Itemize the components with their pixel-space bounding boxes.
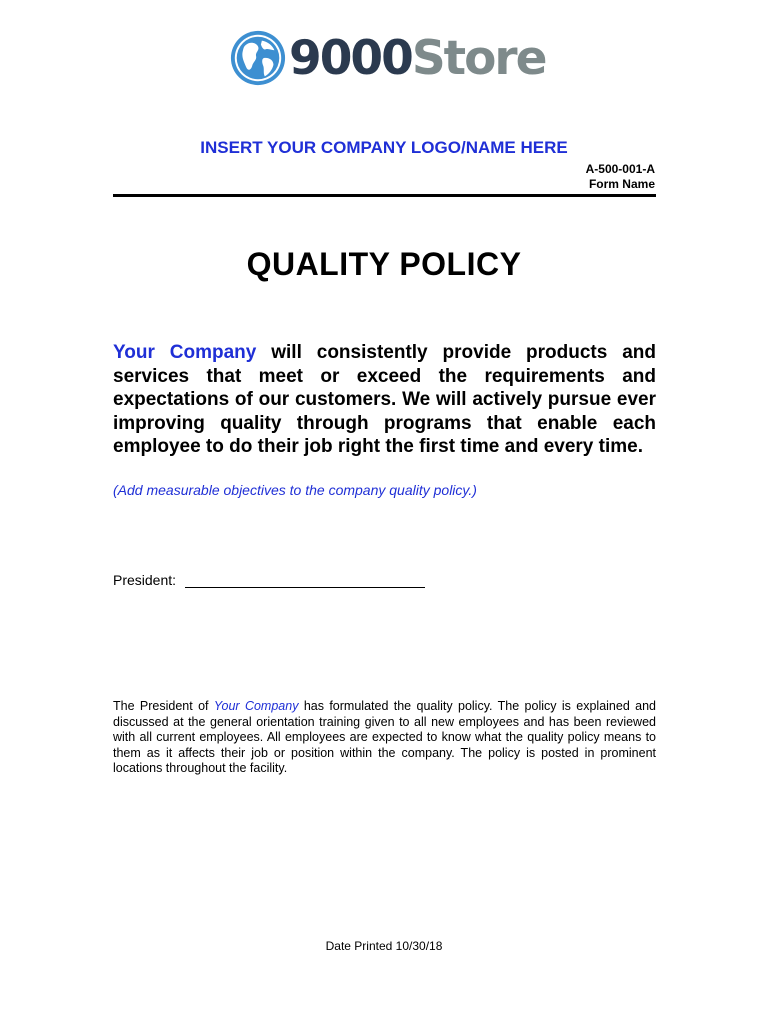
date-printed: Date Printed 10/30/18	[325, 939, 443, 953]
signature-label: President:	[113, 572, 177, 588]
policy-text: will consistently provide products and services that meet or exceed the requirements and expectations of our customers. We will actively pursue ever improving quality through programs that enable each employee to do their job right the first time and every time.	[113, 342, 656, 457]
form-meta	[586, 162, 655, 192]
header-divider	[113, 194, 656, 197]
document-title: QUALITY POLICY	[246, 246, 522, 282]
explanation-after: has formulated the quality policy. The policy is explained and discussed at the general orientation training given to all new employees and has been reviewed with all current employees. All employees are expected to know what the quality policy means to them as it affects their job or position within the company. The policy is posted in prominent locations throughout the facility.	[113, 699, 656, 776]
signature-line	[185, 572, 425, 588]
brand-word: Store	[411, 30, 546, 86]
brand-logo	[229, 28, 545, 88]
form-name: Form Name	[588, 177, 655, 191]
company-logo-placeholder: INSERT YOUR COMPANY LOGO/NAME HERE	[200, 138, 568, 157]
brand-number: 9000	[289, 30, 412, 86]
signature-block	[113, 572, 425, 588]
policy-company-name: Your Company	[113, 342, 257, 363]
form-number: A-500-001-A	[585, 162, 655, 176]
brand-wordmark	[289, 30, 546, 86]
objectives-note: (Add measurable objectives to the company quality policy.)	[113, 482, 477, 498]
policy-statement	[113, 341, 656, 459]
explanation-before: The President of	[113, 699, 214, 713]
policy-explanation	[113, 699, 656, 777]
explanation-company-name: Your Company	[213, 699, 299, 713]
globe-icon	[229, 29, 287, 87]
